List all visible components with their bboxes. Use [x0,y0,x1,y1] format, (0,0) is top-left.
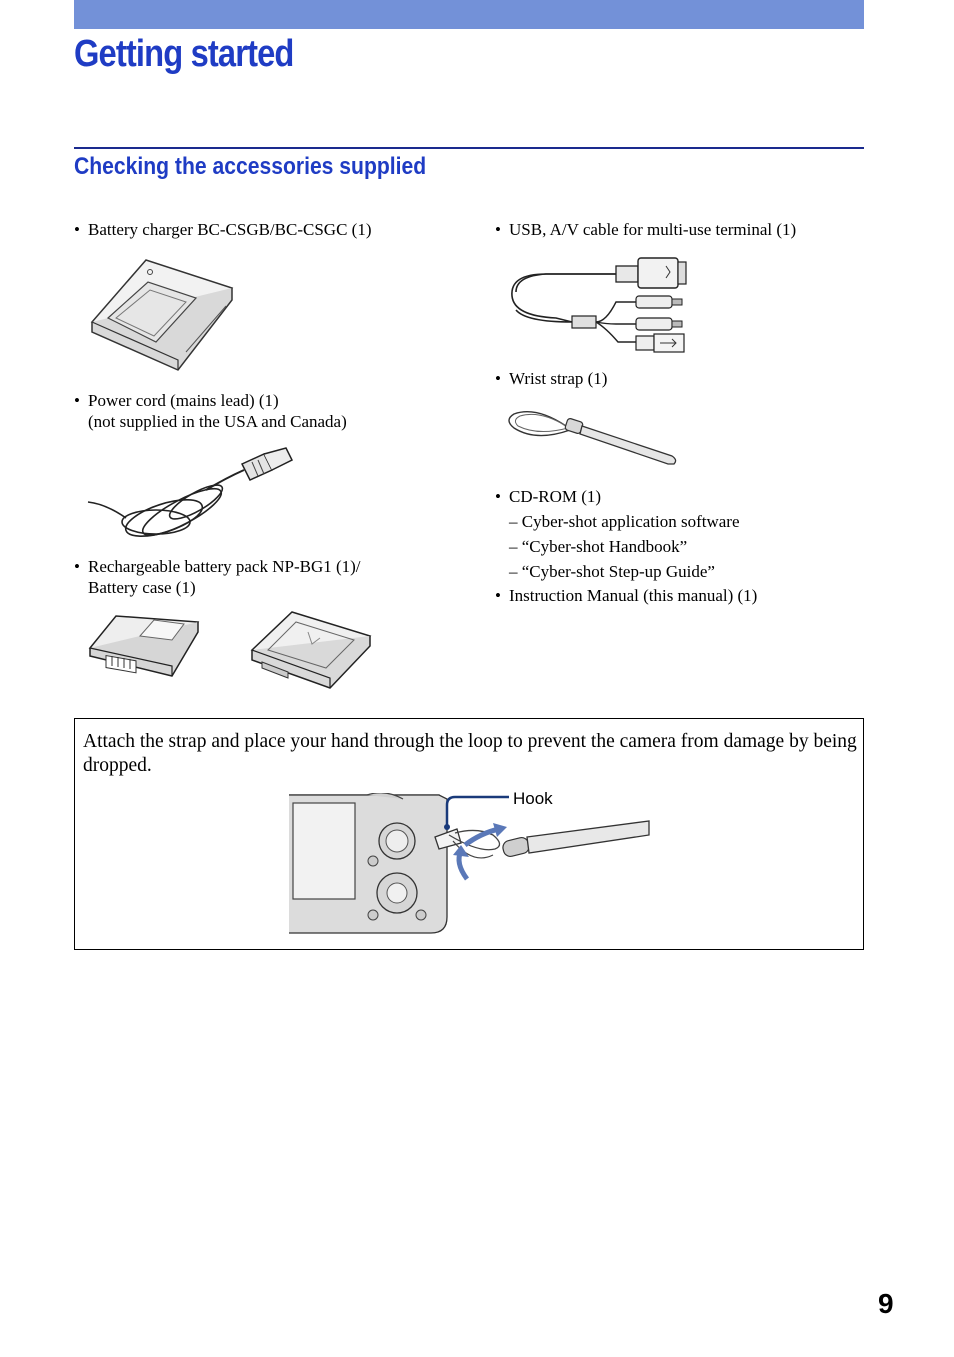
usb-av-cable-illustration [506,252,690,356]
bullet: • [495,487,501,506]
list-item-battery-pack [74,556,361,598]
item-label: USB, A/V cable for multi-use terminal (1) [509,220,797,239]
hook-label: Hook [513,789,553,808]
bullet: • [74,391,80,410]
battery-case-illustration [248,608,374,690]
section-rule [74,147,864,149]
item-label: Instruction Manual (this manual) (1) [509,586,758,605]
cd-rom-subitem: – “Cyber-shot Handbook” [509,537,688,556]
item-label: Wrist strap (1) [509,369,608,388]
battery-pack-illustration [86,610,202,680]
bullet: • [74,220,80,239]
item-note: (not supplied in the USA and Canada) [88,412,347,431]
power-cord-illustration [86,442,306,542]
bullet: • [495,220,501,239]
list-item-battery-charger [74,219,371,240]
cd-rom-subitem: – “Cyber-shot Step-up Guide” [509,562,715,581]
item-note: Battery case (1) [88,578,196,597]
bullet: • [495,586,501,605]
camera-strap-illustration [289,793,651,935]
bullet: • [74,557,80,576]
item-label: Battery charger BC-CSGB/BC-CSGC (1) [88,220,372,239]
strap-note-text: Attach the strap and place your hand through the loop to prevent the camera from damage by being dropped. [83,731,857,776]
item-label: Power cord (mains lead) (1) [88,391,279,410]
page-title: Getting started [74,33,294,75]
list-item-usb-av-cable [495,219,796,240]
item-label: Rechargeable battery pack NP-BG1 (1)/ [88,557,361,576]
list-item-cd-rom [495,486,601,507]
cd-rom-subitem: – Cyber-shot application software [509,512,740,531]
strap-note-box [74,718,864,950]
wrist-strap-illustration [506,404,682,474]
header-color-bar [74,0,864,29]
page-number: 9 [878,1288,894,1319]
list-item-power-cord [74,390,347,432]
battery-charger-illustration [86,252,236,376]
item-label: CD-ROM (1) [509,487,602,506]
bullet: • [495,369,501,388]
list-item-wrist-strap [495,368,607,389]
list-item-instruction-manual [495,585,757,606]
section-title: Checking the accessories supplied [74,153,427,180]
